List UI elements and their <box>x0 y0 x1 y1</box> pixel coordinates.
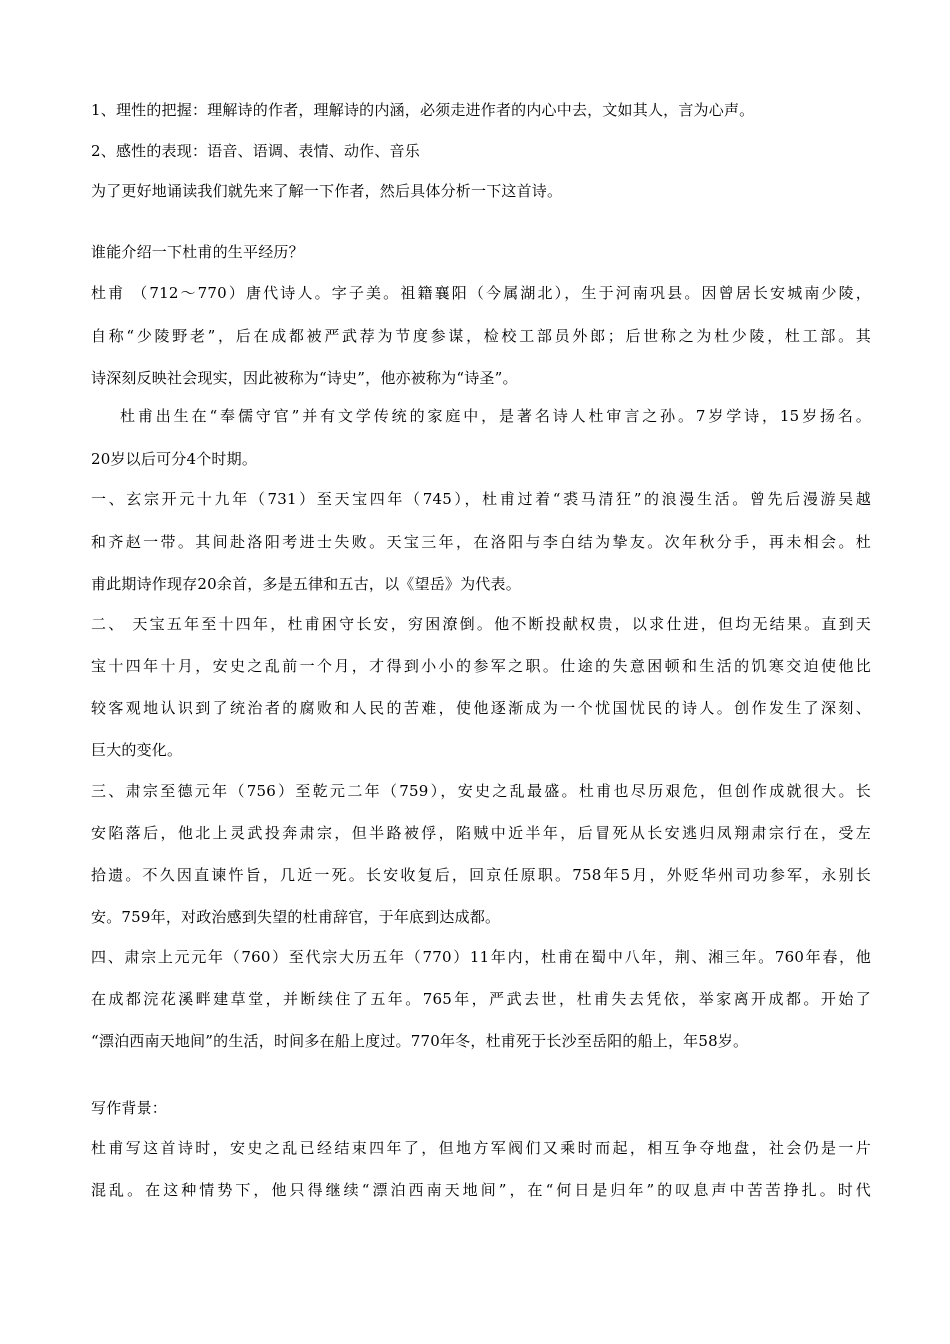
text-line: 在成都浣花溪畔建草堂，并断续住了五年。765年，严武去世，杜甫失去凭依，举家离开成都。开始了 <box>91 990 871 1008</box>
text-line: 三、肃宗至德元年（756）至乾元二年（759），安史之乱最盛。杜甫也尽历艰危，但创作成就很大。长 <box>91 782 871 800</box>
text-line: 甫此期诗作现存20余首，多是五律和五古，以《望岳》为代表。 <box>91 575 521 593</box>
text-line: 20岁以后可分4个时期。 <box>91 450 258 468</box>
text-line: 安。759年，对政治感到失望的杜甫辞官，于年底到达成都。 <box>91 908 501 926</box>
text-line: 二、 天宝五年至十四年，杜甫困守长安，穷困潦倒。他不断投献权贵，以求仕进，但均无结果。直到天 <box>91 615 871 633</box>
text-line: 安陷落后，他北上灵武投奔肃宗，但半路被俘，陷贼中近半年，后冒死从长安逃归凤翔肃宗行在，受左 <box>91 824 871 842</box>
text-line: 杜甫出生在“奉儒守官”并有文学传统的家庭中，是著名诗人杜审言之孙。7岁学诗，15岁扬名。 <box>120 407 871 425</box>
text-line: 杜甫写这首诗时，安史之乱已经结束四年了，但地方军阀们又乘时而起，相互争夺地盘，社会仍是一片 <box>91 1139 871 1157</box>
text-line: 自称“少陵野老”，后在成都被严武荐为节度参谋，检校工部员外郎；后世称之为杜少陵，杜工部。其 <box>91 327 871 345</box>
text-line: 1、理性的把握：理解诗的作者，理解诗的内涵，必须走进作者的内心中去，文如其人，言为心声。 <box>91 101 755 119</box>
text-line: 诗深刻反映社会现实，因此被称为“诗史”，他亦被称为“诗圣”。 <box>91 369 518 387</box>
text-line: 和齐赵一带。其间赴洛阳考进士失败。天宝三年，在洛阳与李白结为挚友。次年秋分手，再未相会。杜 <box>91 533 871 551</box>
text-line: 为了更好地诵读我们就先来了解一下作者，然后具体分析一下这首诗。 <box>91 182 563 200</box>
section-heading: 谁能介绍一下杜甫的生平经历？ <box>91 243 304 261</box>
text-line: 宝十四年十月，安史之乱前一个月，才得到小小的参军之职。仕途的失意困顿和生活的饥寒交迫使他比 <box>91 657 871 675</box>
section-heading: 写作背景： <box>91 1099 168 1117</box>
text-line: 杜甫 （712～770）唐代诗人。字子美。祖籍襄阳（今属湖北），生于河南巩县。因曾居长安城南少陵， <box>91 284 871 302</box>
text-line: 一、玄宗开元十九年（731）至天宝四年（745），杜甫过着“裘马清狂”的浪漫生活。曾先后漫游吴越 <box>91 490 871 508</box>
text-line: 巨大的变化。 <box>91 741 183 759</box>
text-line: 混乱。在这种情势下，他只得继续“漂泊西南天地间”，在“何日是归年”的叹息声中苦苦挣扎。时代 <box>91 1181 871 1199</box>
text-line: 拾遗。不久因直谏忤旨，几近一死。长安收复后，回京任原职。758年5月，外贬华州司功参军，永别长 <box>91 866 871 884</box>
text-line: 2、感性的表现：语音、语调、表情、动作、音乐 <box>91 142 420 160</box>
text-line: 较客观地认识到了统治者的腐败和人民的苦难，使他逐渐成为一个忧国忧民的诗人。创作发生了深刻、 <box>91 699 871 717</box>
text-line: “漂泊西南天地间”的生活，时间多在船上度过。770年冬，杜甫死于长沙至岳阳的船上，年58岁。 <box>91 1032 749 1050</box>
text-line: 四、肃宗上元元年（760）至代宗大历五年（770）11年内，杜甫在蜀中八年，荆、湘三年。760年春，他 <box>91 948 871 966</box>
